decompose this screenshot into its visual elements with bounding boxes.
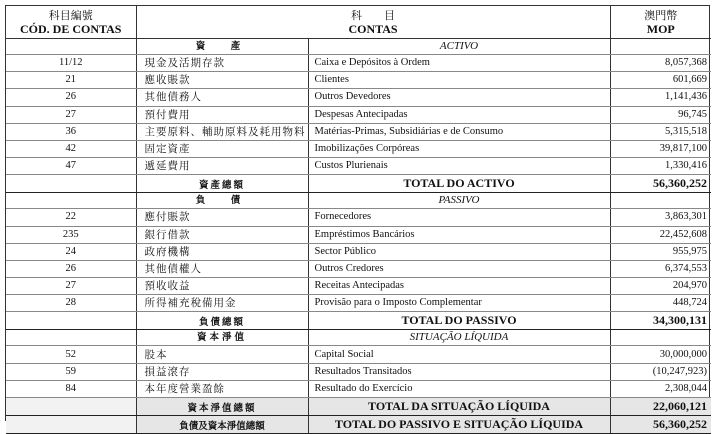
account-value: 22,452,608 xyxy=(610,226,711,243)
total-label-zh: 資本淨值總額 xyxy=(136,398,308,416)
account-code: 22 xyxy=(6,209,136,226)
balance-sheet xyxy=(5,5,710,432)
account-name-zh: 銀行借款 xyxy=(136,226,308,243)
account-value: 1,141,436 xyxy=(610,89,711,106)
account-code: 27 xyxy=(6,278,136,295)
table-row xyxy=(6,158,711,175)
account-code: 26 xyxy=(6,260,136,277)
account-name-pt: Capital Social xyxy=(308,346,610,363)
table-row xyxy=(6,295,711,312)
account-value: 30,000,000 xyxy=(610,346,711,363)
account-value: 204,970 xyxy=(610,278,711,295)
account-name-zh: 股本 xyxy=(136,346,308,363)
account-value: 39,817,100 xyxy=(610,140,711,157)
account-name-pt: Caixa e Depósitos à Ordem xyxy=(308,55,610,72)
account-value: 96,745 xyxy=(610,106,711,123)
contas-header-pt: CONTAS xyxy=(348,21,398,36)
table-row xyxy=(6,260,711,277)
table-row xyxy=(6,380,711,397)
table-row xyxy=(6,106,711,123)
account-name-pt: Matérias-Primas, Subsidiárias e de Consumo xyxy=(308,123,610,140)
account-code: 21 xyxy=(6,72,136,89)
account-name-zh: 其他債務人 xyxy=(136,89,308,106)
account-value: 955,975 xyxy=(610,243,711,260)
account-value: 601,669 xyxy=(610,72,711,89)
section-title-pt: SITUAÇÃO LÍQUIDA xyxy=(308,330,610,346)
account-code: 24 xyxy=(6,243,136,260)
code-header-zh: 科目編號 xyxy=(48,8,93,22)
contas-header xyxy=(136,6,610,39)
mop-header xyxy=(610,6,711,39)
account-value: 8,057,368 xyxy=(610,55,711,72)
total-label-pt: TOTAL DO ACTIVO xyxy=(308,175,610,193)
account-code: 52 xyxy=(6,346,136,363)
grand-total-label-zh: 負債及資本淨值總額 xyxy=(136,416,308,434)
total-situacao-row xyxy=(6,398,711,416)
account-code: 36 xyxy=(6,123,136,140)
account-name-pt: Despesas Antecipadas xyxy=(308,106,610,123)
mop-header-pt: MOP xyxy=(646,21,675,36)
account-value: 448,724 xyxy=(610,295,711,312)
account-name-pt: Sector Público xyxy=(308,243,610,260)
account-code: 59 xyxy=(6,363,136,380)
section-title-zh: 資 產 xyxy=(136,39,308,55)
account-name-pt: Receitas Antecipadas xyxy=(308,278,610,295)
total-value: 56,360,252 xyxy=(610,175,711,193)
code-header-pt: CÓD. DE CONTAS xyxy=(20,21,122,36)
section-title-zh: 負 債 xyxy=(136,193,308,209)
account-name-zh: 應收賬款 xyxy=(136,72,308,89)
account-value: 2,308,044 xyxy=(610,380,711,397)
account-value: 5,315,518 xyxy=(610,123,711,140)
account-code: 235 xyxy=(6,226,136,243)
grand-total-value: 56,360,252 xyxy=(610,416,711,434)
account-name-zh: 本年度營業盈餘 xyxy=(136,380,308,397)
section-title-pt: ACTIVO xyxy=(308,39,610,55)
account-name-zh: 政府機構 xyxy=(136,243,308,260)
total-label-zh: 負債總額 xyxy=(136,312,308,330)
account-value: 1,330,416 xyxy=(610,158,711,175)
account-name-zh: 固定資產 xyxy=(136,140,308,157)
table-row xyxy=(6,209,711,226)
account-name-pt: Resultado do Exercício xyxy=(308,380,610,397)
contas-header-zh: 科 目 xyxy=(351,8,395,22)
account-name-zh: 所得補充稅備用金 xyxy=(136,295,308,312)
account-name-pt: Empréstimos Bancários xyxy=(308,226,610,243)
total-value: 22,060,121 xyxy=(610,398,711,416)
total-label-zh: 資產總額 xyxy=(136,175,308,193)
account-code: 28 xyxy=(6,295,136,312)
table-row xyxy=(6,363,711,380)
account-name-pt: Fornecedores xyxy=(308,209,610,226)
account-name-pt: Outros Credores xyxy=(308,260,610,277)
account-code: 47 xyxy=(6,158,136,175)
account-code: 84 xyxy=(6,380,136,397)
account-name-pt: Clientes xyxy=(308,72,610,89)
grand-total-label-pt: TOTAL DO PASSIVO E SITUAÇÃO LÍQUIDA xyxy=(308,416,610,434)
total-passivo-row xyxy=(6,312,711,330)
account-name-pt: Resultados Transitados xyxy=(308,363,610,380)
account-name-zh: 預收收益 xyxy=(136,278,308,295)
account-code: 27 xyxy=(6,106,136,123)
code-header xyxy=(6,6,136,39)
total-value: 34,300,131 xyxy=(610,312,711,330)
table-row xyxy=(6,140,711,157)
account-name-pt: Outros Devedores xyxy=(308,89,610,106)
section-title-pt: PASSIVO xyxy=(308,193,610,209)
account-name-pt: Custos Plurienais xyxy=(308,158,610,175)
account-code: 26 xyxy=(6,89,136,106)
table-row xyxy=(6,243,711,260)
account-name-zh: 其他債權人 xyxy=(136,260,308,277)
account-name-zh: 損益滾存 xyxy=(136,363,308,380)
total-activo-row xyxy=(6,175,711,193)
account-name-zh: 現金及活期存款 xyxy=(136,55,308,72)
mop-header-zh: 澳門幣 xyxy=(644,8,678,22)
account-name-zh: 遞延費用 xyxy=(136,158,308,175)
account-name-pt: Provisão para o Imposto Complementar xyxy=(308,295,610,312)
account-value: 6,374,553 xyxy=(610,260,711,277)
account-name-zh: 應付賬款 xyxy=(136,209,308,226)
section-passivo xyxy=(6,193,711,209)
account-code: 42 xyxy=(6,140,136,157)
table-row xyxy=(6,226,711,243)
table-row xyxy=(6,72,711,89)
table-row xyxy=(6,123,711,140)
account-code: 11/12 xyxy=(6,55,136,72)
table-row xyxy=(6,346,711,363)
account-name-zh: 預付費用 xyxy=(136,106,308,123)
total-label-pt: TOTAL DA SITUAÇÃO LÍQUIDA xyxy=(308,398,610,416)
balance-table xyxy=(6,6,711,434)
section-title-zh: 資本淨值 xyxy=(136,330,308,346)
account-value: 3,863,301 xyxy=(610,209,711,226)
table-row xyxy=(6,55,711,72)
grand-total-row xyxy=(6,416,711,434)
section-activo xyxy=(6,39,711,55)
section-situacao xyxy=(6,330,711,346)
total-label-pt: TOTAL DO PASSIVO xyxy=(308,312,610,330)
account-name-zh: 主要原料、輔助原料及耗用物料 xyxy=(136,123,308,140)
account-value: (10,247,923) xyxy=(610,363,711,380)
account-name-pt: Imobilizações Corpóreas xyxy=(308,140,610,157)
header-row xyxy=(6,6,711,39)
table-row xyxy=(6,278,711,295)
table-row xyxy=(6,89,711,106)
